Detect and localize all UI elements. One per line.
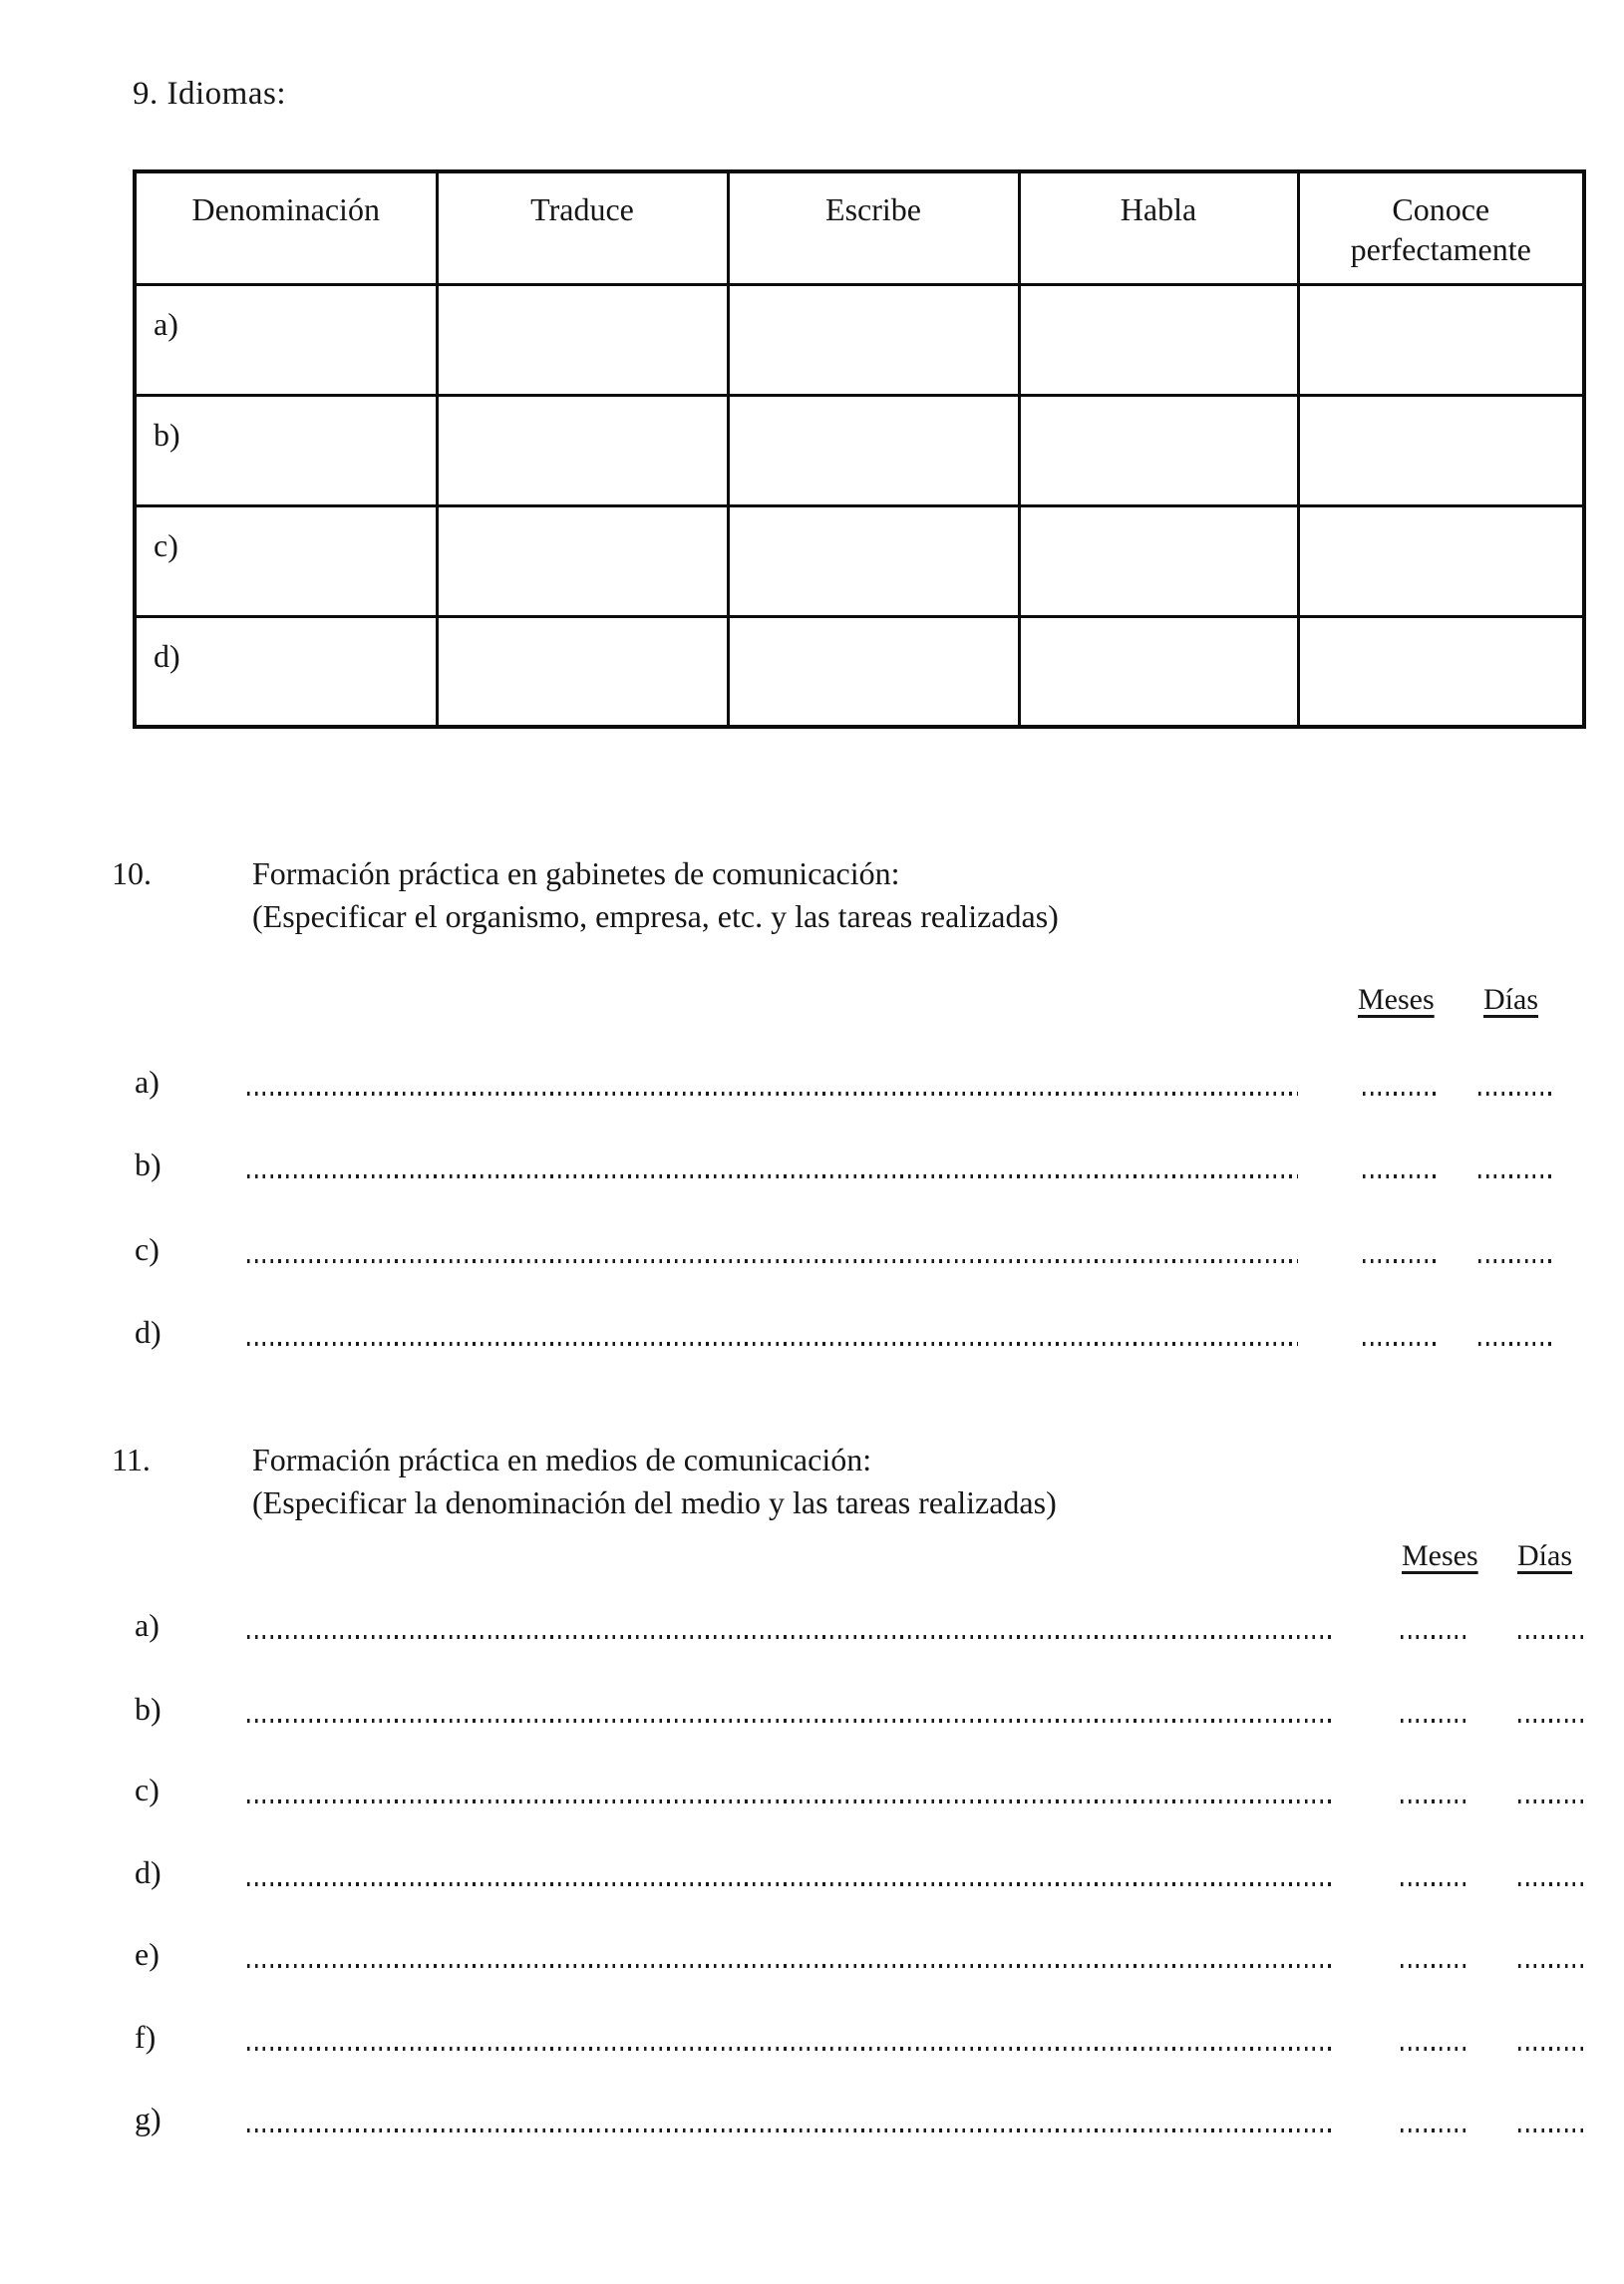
row-label-a: a) [135, 284, 437, 395]
answer-line[interactable] [247, 1259, 1298, 1263]
section-10-subtitle: (Especificar el organismo, empresa, etc. y las tareas realizadas) [252, 898, 1059, 934]
row-label: e) [135, 1936, 160, 1972]
meses-blank[interactable] [1401, 1964, 1468, 1968]
row-label: c) [135, 1231, 160, 1267]
section-10-number: 10. [112, 855, 152, 891]
cell-b-traduce[interactable] [437, 395, 728, 505]
cell-d-traduce[interactable] [437, 616, 728, 727]
dias-blank[interactable] [1518, 2047, 1588, 2051]
row-label: d) [135, 1854, 162, 1890]
section-10-title: Formación práctica en gabinetes de comunicación: [252, 855, 900, 891]
row-label: a) [135, 1064, 160, 1100]
column-header-habla: Habla [1019, 171, 1298, 284]
row-label: d) [135, 1314, 162, 1350]
cell-b-escribe[interactable] [728, 395, 1019, 505]
section-9-heading: 9. Idiomas: [133, 76, 286, 112]
column-header-traduce: Traduce [437, 171, 728, 284]
table-row-a [135, 284, 1584, 395]
column-header-conoce-perfectamente: Conoce perfectamente [1298, 171, 1584, 284]
cell-a-habla[interactable] [1019, 284, 1298, 395]
answer-line[interactable] [247, 1799, 1336, 1803]
fill-row-10b [0, 1146, 1624, 1184]
dias-blank[interactable] [1478, 1342, 1555, 1346]
table-row-c [135, 505, 1584, 616]
row-label: b) [135, 1146, 162, 1182]
answer-line[interactable] [247, 1635, 1336, 1639]
meses-blank[interactable] [1401, 1882, 1468, 1886]
fill-row-11e [0, 1936, 1624, 1974]
answer-line[interactable] [247, 1092, 1298, 1096]
fill-row-10d [0, 1314, 1624, 1352]
answer-line[interactable] [247, 2128, 1336, 2132]
answer-line[interactable] [247, 1964, 1336, 1968]
column-header-denominacion: Denominación [135, 171, 437, 284]
column-header-escribe: Escribe [728, 171, 1019, 284]
dias-blank[interactable] [1478, 1092, 1555, 1096]
cell-b-habla[interactable] [1019, 395, 1298, 505]
dias-blank[interactable] [1518, 1964, 1588, 1968]
row-label: f) [135, 2019, 157, 2055]
fill-row-11a [0, 1607, 1624, 1645]
answer-line[interactable] [247, 1174, 1298, 1178]
table-row-d [135, 616, 1584, 727]
meses-blank[interactable] [1401, 2128, 1468, 2132]
section-11-subtitle: (Especificar la denominación del medio y las tareas realizadas) [252, 1484, 1057, 1520]
section-11-number: 11. [112, 1442, 151, 1477]
cell-d-habla[interactable] [1019, 616, 1298, 727]
meses-blank[interactable] [1363, 1092, 1439, 1096]
dias-blank[interactable] [1478, 1174, 1555, 1178]
row-label-c: c) [135, 505, 437, 616]
row-label: g) [135, 2101, 162, 2136]
answer-line[interactable] [247, 2047, 1336, 2051]
cell-c-escribe[interactable] [728, 505, 1019, 616]
row-label-b: b) [135, 395, 437, 505]
answer-line[interactable] [247, 1342, 1298, 1346]
fill-row-11g [0, 2101, 1624, 2138]
column-header-dias-10: Días [1483, 983, 1538, 1016]
meses-blank[interactable] [1401, 1719, 1468, 1723]
languages-table [133, 169, 1586, 729]
fill-row-10a [0, 1064, 1624, 1102]
fill-row-11c [0, 1772, 1624, 1809]
meses-blank[interactable] [1363, 1342, 1439, 1346]
answer-line[interactable] [247, 1719, 1336, 1723]
meses-blank[interactable] [1363, 1259, 1439, 1263]
row-label: c) [135, 1772, 160, 1807]
dias-blank[interactable] [1478, 1259, 1555, 1263]
row-label: a) [135, 1607, 160, 1643]
cell-c-conoce[interactable] [1298, 505, 1584, 616]
fill-row-11f [0, 2019, 1624, 2057]
cell-b-conoce[interactable] [1298, 395, 1584, 505]
dias-blank[interactable] [1518, 1635, 1588, 1639]
dias-blank[interactable] [1518, 1799, 1588, 1803]
section-11-title: Formación práctica en medios de comunicación: [252, 1442, 872, 1477]
dias-blank[interactable] [1518, 2128, 1588, 2132]
meses-blank[interactable] [1401, 1799, 1468, 1803]
column-header-dias-11: Días [1517, 1539, 1572, 1572]
answer-line[interactable] [247, 1882, 1336, 1886]
fill-row-10c [0, 1231, 1624, 1269]
fill-row-11d [0, 1854, 1624, 1892]
meses-blank[interactable] [1401, 1635, 1468, 1639]
meses-blank[interactable] [1401, 2047, 1468, 2051]
languages-table-header-row [135, 171, 1584, 284]
dias-blank[interactable] [1518, 1882, 1588, 1886]
dias-blank[interactable] [1518, 1719, 1588, 1723]
row-label-d: d) [135, 616, 437, 727]
cell-d-conoce[interactable] [1298, 616, 1584, 727]
cell-d-escribe[interactable] [728, 616, 1019, 727]
row-label: b) [135, 1691, 162, 1727]
table-row-b [135, 395, 1584, 505]
fill-row-11b [0, 1691, 1624, 1729]
cell-c-habla[interactable] [1019, 505, 1298, 616]
cell-a-escribe[interactable] [728, 284, 1019, 395]
column-header-meses-11: Meses [1402, 1539, 1478, 1572]
cell-a-traduce[interactable] [437, 284, 728, 395]
cell-a-conoce[interactable] [1298, 284, 1584, 395]
column-header-meses-10: Meses [1358, 983, 1435, 1016]
meses-blank[interactable] [1363, 1174, 1439, 1178]
cell-c-traduce[interactable] [437, 505, 728, 616]
